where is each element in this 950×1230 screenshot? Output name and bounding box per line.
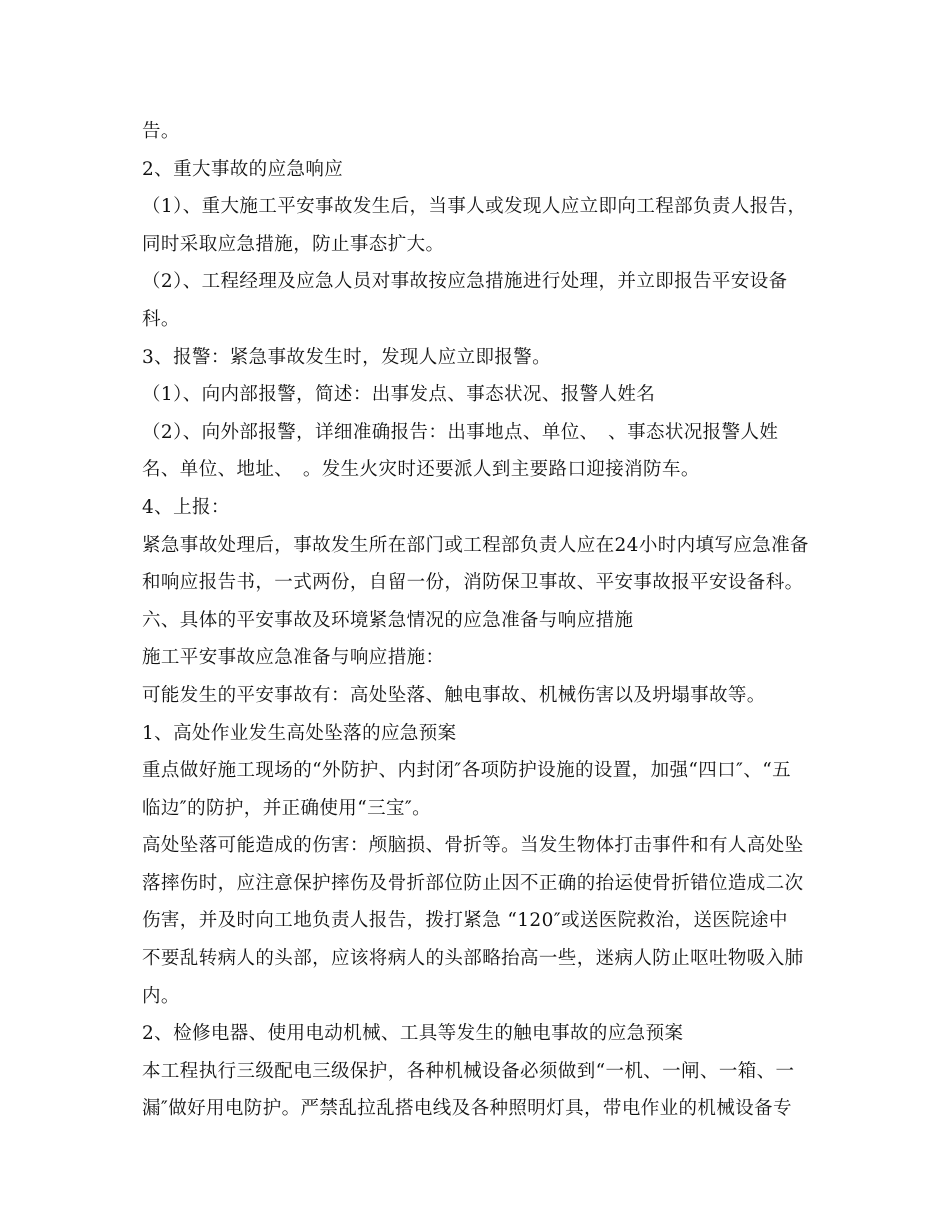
text-line: 本工程执行三级配电三级保护，各种机械设备必须做到“一机、一闸、一箱、一 — [142, 1060, 795, 1082]
document-body — [142, 113, 808, 1128]
text-line: 落摔伤时，应注意保护摔伤及骨折部位防止因不正确的抬运使骨折错位造成二次 — [142, 872, 804, 894]
text-line: 科。 — [142, 308, 180, 330]
text-line: （1）、重大施工平安事故发生后，当事人或发现人应立即向工程部负责人报告， — [142, 196, 807, 218]
text-line: 紧急事故处理后，事故发生所在部门或工程部负责人应在24小时内填写应急准备 — [142, 534, 809, 556]
text-line: 不要乱转病人的头部，应该将病人的头部略抬高一些，迷病人防止呕吐物吸入肺 — [142, 948, 804, 970]
section-heading: 2、重大事故的应急响应 — [142, 158, 344, 180]
text-line: 漏″做好用电防护。严禁乱拉乱搭电线及各种照明灯具，带电作业的机械设备专 — [142, 1098, 792, 1120]
text-line: 告。 — [142, 121, 180, 142]
text-line: 可能发生的平安事故有：高处坠落、触电事故、机械伤害以及坍塌事故等。 — [142, 684, 766, 706]
text-line: 伤害，并及时向工地负责人报告，拨打紧急 “120″或送医院救治，送医院途中 — [142, 910, 788, 932]
text-line: 重点做好施工现场的“外防护、内封闭″各项防护设施的设置，加强“四口″、“五 — [142, 760, 791, 782]
text-line: 高处坠落可能造成的伤害：颅脑损、骨折等。当发生物体打击事件和有人高处坠 — [142, 835, 804, 857]
section-heading: 4、上报： — [142, 496, 230, 518]
text-line: 临边″的防护，并正确使用“三宝″。 — [142, 797, 432, 819]
section-heading: 2、检修电器、使用电动机械、工具等发生的触电事故的应急预案 — [142, 1023, 684, 1045]
section-heading: 六、具体的平安事故及环境紧急情况的应急准备与响应措施 — [142, 609, 634, 631]
text-line: 同时采取应急措施，防止事态扩大。 — [142, 233, 445, 255]
section-heading: 1、高处作业发生高处坠落的应急预案 — [142, 722, 457, 744]
section-heading: 3、报警：紧急事故发生时，发现人应立即报警。 — [142, 346, 552, 368]
text-line: （2）、工程经理及应急人员对事故按应急措施进行处理，并立即报告平安设备 — [142, 271, 788, 293]
text-line: （1）、向内部报警，简述：出事发点、事态状况、报警人姓名 — [142, 384, 656, 406]
text-line: 名、单位、地址、 。发生火灾时还要派人到主要路口迎接消防车。 — [142, 459, 700, 481]
text-line: 内。 — [142, 985, 180, 1007]
text-line: 和响应报告书，一式两份，自留一份，消防保卫事故、平安事故报平安设备科。 — [142, 572, 804, 594]
text-line: 施工平安事故应急准备与响应措施： — [142, 647, 445, 669]
text-line: （2）、向外部报警，详细准确报告：出事地点、单位、 、事态状况报警人姓 — [142, 421, 779, 443]
